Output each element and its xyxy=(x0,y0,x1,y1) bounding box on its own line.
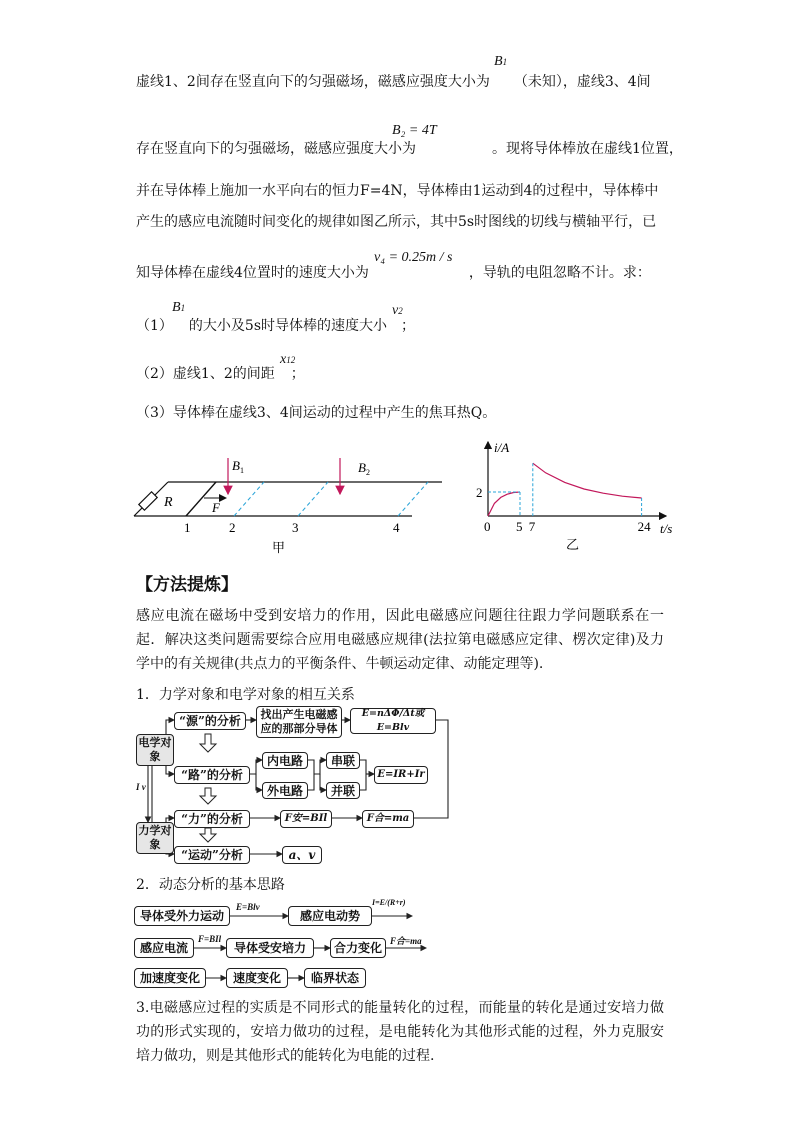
problem-line-2 xyxy=(136,139,683,159)
induced-current-box: 感应电流 xyxy=(134,938,194,958)
label-B2: $B_2$ xyxy=(358,460,370,477)
current-arrow-label: I=E/(R+r) xyxy=(372,898,406,907)
text-segment: 虚线1、2间存在竖直向下的匀强磁场，磁感应强度大小为 xyxy=(136,74,490,90)
y-tick-label: 2 xyxy=(476,485,483,500)
emf-formula-box: E=nΔΦ/Δt或E=Blv xyxy=(350,708,436,734)
method-paragraph-1: 感应电流在磁场中受到安培力的作用，因此电磁感应问题往往跟力学问题联系在一起．解决这类问题需要综合应用电磁感应规律(法拉第电磁感应定律、楞次定律)及力学中的有关规律(共点力的平衡条件、牛顿运动定律、动能定理等). xyxy=(136,608,664,672)
dashed-line-2 xyxy=(234,482,264,516)
v4-equation: v₄ = 0.25m / s xyxy=(374,250,453,265)
text-segment: ； xyxy=(290,366,305,382)
dashed-line-3 xyxy=(298,482,328,516)
ohm-law-box: E=IR+Ir xyxy=(374,766,428,784)
question-1 xyxy=(136,316,415,336)
parallel-box: 并联 xyxy=(326,782,360,799)
figure-yi-chart xyxy=(470,436,690,556)
b1-letter: B xyxy=(172,300,181,315)
x-tick-label: 5 xyxy=(516,519,523,534)
emf-arrow-label: E=Blv xyxy=(236,902,260,912)
label-R: R xyxy=(164,495,173,510)
dashed-line-4 xyxy=(398,482,428,516)
b2-equation: B₂ = 4T xyxy=(392,123,437,138)
section-1-title: 1．力学对象和电学对象的相互关系 xyxy=(136,687,355,703)
series-box: 串联 xyxy=(326,752,360,769)
text-segment: （1） xyxy=(136,318,173,334)
x12-letter: x xyxy=(280,352,287,367)
x-tick-label: 24 xyxy=(637,519,651,534)
force-analysis-box: “力”的分析 xyxy=(174,810,250,828)
x-tick-label: 7 xyxy=(528,519,536,534)
label-pos-4: 4 xyxy=(393,520,400,535)
net-force-change-box: 合力变化 xyxy=(330,938,386,958)
induced-emf-box: 感应电动势 xyxy=(288,906,372,926)
method-heading: 【方法提炼】 xyxy=(136,575,238,595)
problem-line-3: 并在导体棒上施加一水平向右的恒力F=4N，导体棒由1运动到4的过程中，导体棒中 xyxy=(136,183,659,199)
figure-jia xyxy=(130,448,450,558)
v2-letter: v xyxy=(392,303,399,318)
x-axis-label: t/s xyxy=(660,521,673,536)
v2-symbol xyxy=(392,303,403,319)
problem-line-4: 产生的感应电流随时间变化的规律如图乙所示，其中5s时图线的切线与横轴平行，已 xyxy=(136,214,657,230)
text-segment: （2）虚线1、2的间距 xyxy=(136,366,275,382)
b1-symbol-q1 xyxy=(172,300,185,316)
current-curve-1 xyxy=(488,492,520,516)
question-3: （3）导体棒在虚线3、4间运动的过程中产生的焦耳热Q。 xyxy=(136,405,497,421)
relation-diagram xyxy=(132,704,462,870)
ampere-force-box-2: 导体受安培力 xyxy=(226,938,314,958)
acceleration-change-box: 加速度变化 xyxy=(134,968,206,988)
critical-state-box: 临界状态 xyxy=(304,968,366,988)
x-tick-label: 0 xyxy=(484,519,491,534)
problem-line-5 xyxy=(136,263,651,283)
x12-sub: 12 xyxy=(286,355,296,365)
y-axis-label: i/A xyxy=(494,440,510,455)
b1-sub: 1 xyxy=(502,57,508,67)
source-detail-box: 找出产生电磁感应的那部分导体 xyxy=(256,706,342,738)
outer-circuit-box: 外电路 xyxy=(262,782,308,799)
av-box: a、v xyxy=(282,846,322,864)
resistor xyxy=(139,492,157,510)
v2-sub: 2 xyxy=(398,306,403,316)
electric-object-box: 电学对象 xyxy=(136,734,174,766)
link-label: I v xyxy=(136,782,146,792)
text-segment: 。现将导体棒放在虚线1位置， xyxy=(492,141,683,157)
text-segment: （未知），虚线3、4间 xyxy=(513,74,651,90)
inner-circuit-box: 内电路 xyxy=(262,752,308,769)
method-paragraph-3: 3.电磁感应过程的实质是不同形式的能量转化的过程，而能量的转化是通过安培力做功的形式实现的，安培力做功的过程，是电能转化为其他形式能的过程，外力克服安培力做功，则是其他形式的能转化为电能的过程. xyxy=(136,1000,664,1064)
external-force-box: 导体受外力运动 xyxy=(134,906,230,926)
label-B1: $B_1$ xyxy=(232,458,244,475)
b1-sub: 1 xyxy=(180,303,186,313)
x12-symbol xyxy=(280,352,295,368)
label-pos-1: 1 xyxy=(184,520,191,535)
text-segment: ，导轨的电阻忽略不计。求： xyxy=(468,265,651,281)
text-segment: 的大小及5s时导体棒的速度大小 xyxy=(188,318,388,334)
label-pos-2: 2 xyxy=(229,520,236,535)
text-segment: ； xyxy=(401,318,416,334)
text-segment: 存在竖直向下的匀强磁场，磁感应强度大小为 xyxy=(136,141,416,157)
current-curve-2 xyxy=(533,463,642,498)
problem-line-1 xyxy=(136,72,651,92)
source-analysis-box: “源”的分析 xyxy=(174,712,246,730)
motion-analysis-box: “运动”分析 xyxy=(174,846,250,864)
text-segment: 知导体棒在虚线4位置时的速度大小为 xyxy=(136,265,369,281)
newton-law-box: F合=ma xyxy=(362,810,414,828)
b1-symbol xyxy=(494,54,507,70)
circuit-analysis-box: “路”的分析 xyxy=(174,766,250,784)
dynamic-analysis-diagram xyxy=(132,898,432,994)
caption-yi: 乙 xyxy=(566,537,580,552)
b1-letter: B xyxy=(494,54,503,69)
section-2-title: 2．动态分析的基本思路 xyxy=(136,877,285,893)
label-pos-3: 3 xyxy=(292,520,299,535)
force-arrow-label: F=BIl xyxy=(198,934,222,944)
label-F: F xyxy=(212,500,220,515)
mechanical-object-box: 力学对象 xyxy=(136,822,174,854)
caption-jia: 甲 xyxy=(272,540,286,555)
newton-arrow-label: F合=ma xyxy=(390,936,422,946)
ampere-force-box: F安=BIl xyxy=(280,810,332,828)
velocity-change-box: 速度变化 xyxy=(226,968,288,988)
